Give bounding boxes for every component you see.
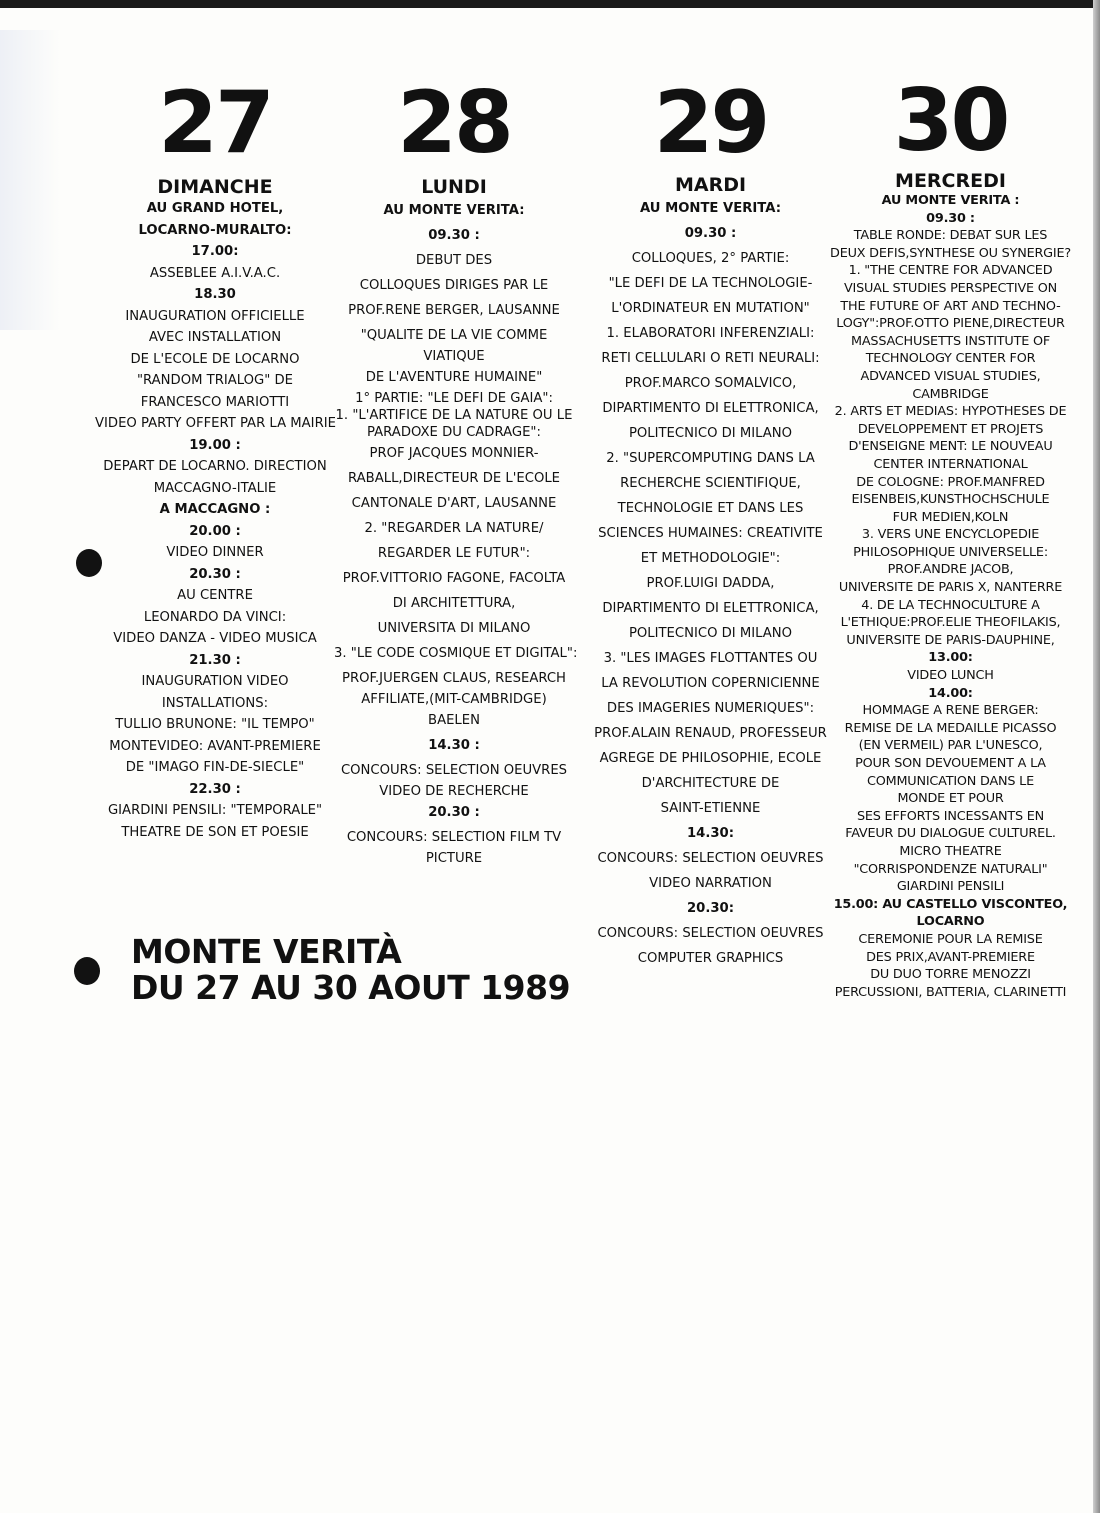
schedule-line: SAINT-ETIENNE: [660, 801, 761, 816]
schedule-line: GIARDINI PENSILI: [896, 879, 1005, 895]
schedule-line: PROF.VITTORIO FAGONE, FACOLTA: [342, 571, 566, 586]
schedule-line: DEBUT DES: [415, 253, 493, 268]
schedule-line: VIDEO NARRATION: [649, 876, 772, 891]
schedule-line: COLLOQUES DIRIGES PAR LE: [359, 278, 549, 293]
schedule-time-or-venue: A MACCAGNO :: [159, 502, 271, 517]
schedule-line: PROF.ANDRE JACOB,: [887, 562, 1014, 578]
schedule-time-or-venue: 19.00 :: [189, 437, 241, 453]
schedule-line: MICRO THEATRE: [899, 843, 1002, 859]
schedule-line: 2. ARTS ET MEDIAS: HYPOTHESES DE: [834, 404, 1067, 420]
schedule-line: BAELEN: [428, 713, 480, 728]
schedule-line: ADVANCED VISUAL STUDIES,: [860, 368, 1041, 384]
day-number: 30: [893, 71, 1008, 171]
schedule-line: DE L'ECOLE DE LOCARNO: [130, 351, 300, 367]
schedule-line: SES EFFORTS INCESSANTS EN: [856, 808, 1045, 824]
schedule-line: CANTONALE D'ART, LAUSANNE: [351, 496, 557, 511]
schedule-line: AVEC INSTALLATION: [148, 330, 282, 345]
schedule-line: UNIVERSITE DE PARIS X, NANTERRE: [838, 580, 1063, 596]
schedule-line: FRANCESCO MARIOTTI: [140, 394, 290, 410]
schedule-line: CENTER INTERNATIONAL: [873, 456, 1028, 472]
day-name: DIMANCHE: [157, 176, 273, 198]
schedule-time-or-venue: 17.00:: [191, 244, 239, 259]
schedule-line: AU CENTRE: [177, 588, 253, 603]
schedule-line: SCIENCES HUMAINES: CREATIVITE: [598, 526, 823, 541]
schedule-line: "CORRISPONDENZE NATURALI": [853, 861, 1048, 877]
schedule-line: LOGY":PROF.OTTO PIENE,DIRECTEUR: [836, 316, 1065, 332]
schedule-line: LA REVOLUTION COPERNICIENNE: [601, 676, 820, 691]
day-name: MERCREDI: [895, 170, 1006, 192]
schedule-line: 1. ELABORATORI INFERENZIALI:: [606, 326, 815, 341]
schedule-line: DIPARTIMENTO DI ELETTRONICA,: [602, 601, 819, 616]
schedule-line: MONTEVIDEO: AVANT-PREMIERE: [109, 738, 321, 754]
day-column-27: [95, 73, 336, 843]
schedule-time-or-venue: AU MONTE VERITA:: [639, 201, 782, 216]
schedule-line: COLLOQUES, 2° PARTIE:: [631, 251, 790, 266]
schedule-line: THE FUTURE OF ART AND TECHNO-: [840, 298, 1061, 314]
schedule-line: RETI CELLULARI O RETI NEURALI:: [601, 351, 820, 366]
schedule-time-or-venue: 14.30:: [687, 826, 734, 841]
schedule-line: PROF.ALAIN RENAUD, PROFESSEUR: [594, 726, 827, 741]
schedule-line: PICTURE: [425, 851, 483, 866]
schedule-line: D'ARCHITECTURE DE: [641, 776, 780, 791]
schedule-line: 4. DE LA TECHNOCULTURE A: [861, 597, 1040, 613]
punch-hole: [74, 957, 100, 985]
schedule-line: D'ENSEIGNE MENT: LE NOUVEAU: [848, 439, 1053, 455]
schedule-line: AGREGE DE PHILOSOPHIE, ECOLE: [599, 751, 822, 766]
schedule-line: 1. "L'ARTIFICE DE LA NATURE OU LE: [335, 408, 573, 423]
schedule-line: DEUX DEFIS,SYNTHESE OU SYNERGIE?: [830, 245, 1071, 261]
schedule-line: THEATRE DE SON ET POESIE: [121, 824, 309, 840]
schedule-line: POLITECNICO DI MILANO: [628, 426, 793, 441]
schedule-line: PERCUSSIONI, BATTERIA, CLARINETTI: [834, 984, 1067, 1000]
schedule-line: COMMUNICATION DANS LE: [867, 773, 1034, 789]
schedule-line: EISENBEIS,KUNSTHOCHSCHULE: [851, 492, 1050, 508]
schedule-line: MACCAGNO-ITALIE: [153, 480, 277, 496]
schedule-line: VIDEO DINNER: [166, 545, 264, 560]
schedule-time-or-venue: AU MONTE VERITA :: [881, 193, 1020, 208]
schedule-line: 3. VERS UNE ENCYCLOPEDIE: [861, 527, 1040, 543]
schedule-line: LEONARDO DA VINCI:: [143, 609, 287, 625]
schedule-line: RABALL,DIRECTEUR DE L'ECOLE: [348, 471, 560, 486]
schedule-line: DE L'AVENTURE HUMAINE": [365, 370, 543, 385]
schedule-line: TECHNOLOGIE ET DANS LES: [617, 501, 804, 516]
schedule-line: FAVEUR DU DIALOGUE CULTUREL.: [845, 826, 1056, 842]
schedule-time-or-venue: 14.00:: [928, 685, 973, 701]
event-title-line2: DU 27 AU 30 AOUT 1989: [131, 968, 571, 1007]
schedule-line: PROF.LUIGI DADDA,: [646, 576, 775, 591]
schedule-line: RECHERCHE SCIENTIFIQUE,: [620, 476, 801, 491]
schedule-line: HOMMAGE A RENE BERGER:: [862, 703, 1039, 719]
schedule-time-or-venue: 09.30 :: [428, 228, 480, 243]
schedule-line: MASSACHUSETTS INSTITUTE OF: [851, 333, 1050, 349]
schedule-line: CONCOURS: SELECTION OEUVRES: [597, 851, 824, 866]
schedule-line: UNIVERSITE DE PARIS-DAUPHINE,: [846, 632, 1055, 648]
schedule-line: L'ORDINATEUR EN MUTATION": [611, 301, 810, 316]
schedule-line: PHILOSOPHIQUE UNIVERSELLE:: [853, 544, 1048, 560]
schedule-line: TULLIO BRUNONE: "IL TEMPO": [115, 717, 315, 732]
day-column-30: [828, 71, 1073, 1001]
schedule-line: REMISE DE LA MEDAILLE PICASSO: [844, 720, 1057, 736]
schedule-line: DES IMAGERIES NUMERIQUES":: [606, 701, 815, 716]
schedule-line: POLITECNICO DI MILANO: [628, 626, 793, 641]
schedule-line: AFFILIATE,(MIT-CAMBRIDGE): [361, 692, 547, 707]
schedule-line: DEVELOPPEMENT ET PROJETS: [857, 421, 1044, 437]
schedule-time-or-venue: AU GRAND HOTEL,: [146, 201, 284, 216]
day-column-29: [588, 73, 833, 971]
schedule-line: CAMBRIDGE: [912, 386, 989, 402]
day-schedule: [95, 198, 335, 843]
schedule-time-or-venue: 21.30 :: [189, 652, 241, 668]
schedule-line: DU DUO TORRE MENOZZI: [870, 967, 1031, 983]
schedule-line: PARADOXE DU CADRAGE":: [367, 425, 541, 440]
schedule-time-or-venue: 09.30 :: [684, 226, 737, 241]
schedule-line: TECHNOLOGY CENTER FOR: [865, 351, 1036, 367]
schedule-line: DES PRIX,AVANT-PREMIERE: [866, 949, 1035, 965]
schedule-time-or-venue: 20.30 :: [189, 566, 241, 582]
schedule-line: DEPART DE LOCARNO. DIRECTION: [103, 459, 327, 474]
schedule-time-or-venue: 14.30 :: [428, 738, 480, 753]
schedule-line: DIPARTIMENTO DI ELETTRONICA,: [602, 401, 819, 416]
schedule-time-or-venue: 15.00: AU CASTELLO VISCONTEO,: [833, 896, 1068, 912]
schedule-time-or-venue: 20.30 :: [428, 805, 480, 820]
schedule-line: DE COLOGNE: PROF.MANFRED: [856, 474, 1045, 490]
schedule-line: 1. "THE CENTRE FOR ADVANCED: [848, 263, 1053, 279]
schedule-time-or-venue: 20.30:: [687, 901, 734, 916]
day-number: 29: [653, 73, 768, 173]
scan-top-edge: [0, 0, 1100, 8]
schedule-line: FUR MEDIEN,KOLN: [892, 509, 1009, 525]
schedule-line: INAUGURATION VIDEO: [141, 674, 289, 689]
schedule-line: L'ETHIQUE:PROF.ELIE THEOFILAKIS,: [840, 615, 1061, 631]
schedule-line: VIDEO LUNCH: [907, 668, 994, 684]
schedule-time-or-venue: 20.00 :: [189, 523, 241, 539]
schedule-line: 2. "REGARDER LA NATURE/: [364, 521, 544, 536]
schedule-line: PROF.RENE BERGER, LAUSANNE: [348, 303, 560, 318]
schedule-line: ET METHODOLOGIE":: [640, 551, 781, 566]
day-schedule: [334, 198, 578, 867]
schedule-line: DI ARCHITETTURA,: [392, 596, 516, 611]
scan-right-edge: [1093, 0, 1100, 1513]
schedule-line: POUR SON DEVOUEMENT A LA: [855, 756, 1046, 771]
schedule-line: 3. "LE CODE COSMIQUE ET DIGITAL":: [334, 646, 578, 661]
schedule-line: CEREMONIE POUR LA REMISE: [858, 931, 1043, 947]
schedule-line: VIDEO DE RECHERCHE: [379, 784, 529, 799]
schedule-time-or-venue: 22.30 :: [189, 781, 241, 797]
event-title: [131, 934, 570, 1006]
schedule-line: 1° PARTIE: "LE DEFI DE GAIA":: [355, 391, 553, 406]
day-column-28: [334, 73, 578, 867]
day-schedule: [588, 196, 833, 971]
schedule-time-or-venue: LOCARNO-MURALTO:: [138, 222, 292, 238]
schedule-time-or-venue: LOCARNO: [916, 914, 985, 930]
schedule-line: VISUAL STUDIES PERSPECTIVE ON: [843, 280, 1058, 296]
schedule-line: REGARDER LE FUTUR":: [377, 546, 531, 561]
schedule-line: CONCOURS: SELECTION FILM TV: [346, 830, 562, 845]
schedule-time-or-venue: AU MONTE VERITA:: [383, 203, 525, 218]
schedule-line: CONCOURS: SELECTION OEUVRES: [597, 926, 824, 941]
schedule-time-or-venue: 13.00:: [928, 650, 973, 666]
schedule-line: PROF.MARCO SOMALVICO,: [624, 376, 797, 391]
schedule-line: "QUALITE DE LA VIE COMME: [360, 328, 548, 343]
schedule-line: CONCOURS: SELECTION OEUVRES: [340, 763, 568, 778]
day-number: 28: [397, 73, 511, 173]
day-name: MARDI: [674, 174, 747, 196]
schedule-line: VIATIQUE: [423, 349, 485, 364]
day-number: 27: [158, 73, 272, 173]
schedule-line: 3. "LES IMAGES FLOTTANTES OU: [603, 651, 818, 666]
scan-glare: [0, 30, 60, 330]
schedule-line: VIDEO PARTY OFFERT PAR LA MAIRIE: [95, 416, 336, 431]
schedule-line: ASSEBLEE A.I.V.A.C.: [149, 265, 281, 281]
schedule-line: INAUGURATION OFFICIELLE: [125, 308, 305, 324]
schedule-line: GIARDINI PENSILI: "TEMPORALE": [107, 803, 323, 818]
day-schedule: [828, 192, 1073, 1001]
schedule-line: COMPUTER GRAPHICS: [637, 951, 784, 966]
event-title-line1: MONTE VERITÀ: [131, 932, 402, 971]
schedule-line: (EN VERMEIL) PAR L'UNESCO,: [858, 738, 1043, 754]
schedule-line: DE "IMAGO FIN-DE-SIECLE": [125, 760, 305, 775]
schedule-line: TABLE RONDE: DEBAT SUR LES: [853, 228, 1048, 244]
day-name: LUNDI: [421, 176, 487, 198]
schedule-line: INSTALLATIONS:: [161, 695, 269, 711]
schedule-line: PROF JACQUES MONNIER-: [369, 446, 539, 461]
schedule-line: 2. "SUPERCOMPUTING DANS LA: [606, 451, 815, 466]
schedule-line: VIDEO DANZA - VIDEO MUSICA: [113, 631, 317, 646]
schedule-time-or-venue: 09.30 :: [926, 210, 975, 226]
schedule-line: UNIVERSITA DI MILANO: [377, 621, 531, 636]
schedule-line: PROF.JUERGEN CLAUS, RESEARCH: [342, 671, 566, 686]
schedule-line: MONDE ET POUR: [897, 791, 1004, 807]
schedule-time-or-venue: 18.30: [194, 287, 236, 302]
schedule-line: "RANDOM TRIALOG" DE: [136, 373, 294, 388]
schedule-line: "LE DEFI DE LA TECHNOLOGIE-: [608, 276, 813, 291]
